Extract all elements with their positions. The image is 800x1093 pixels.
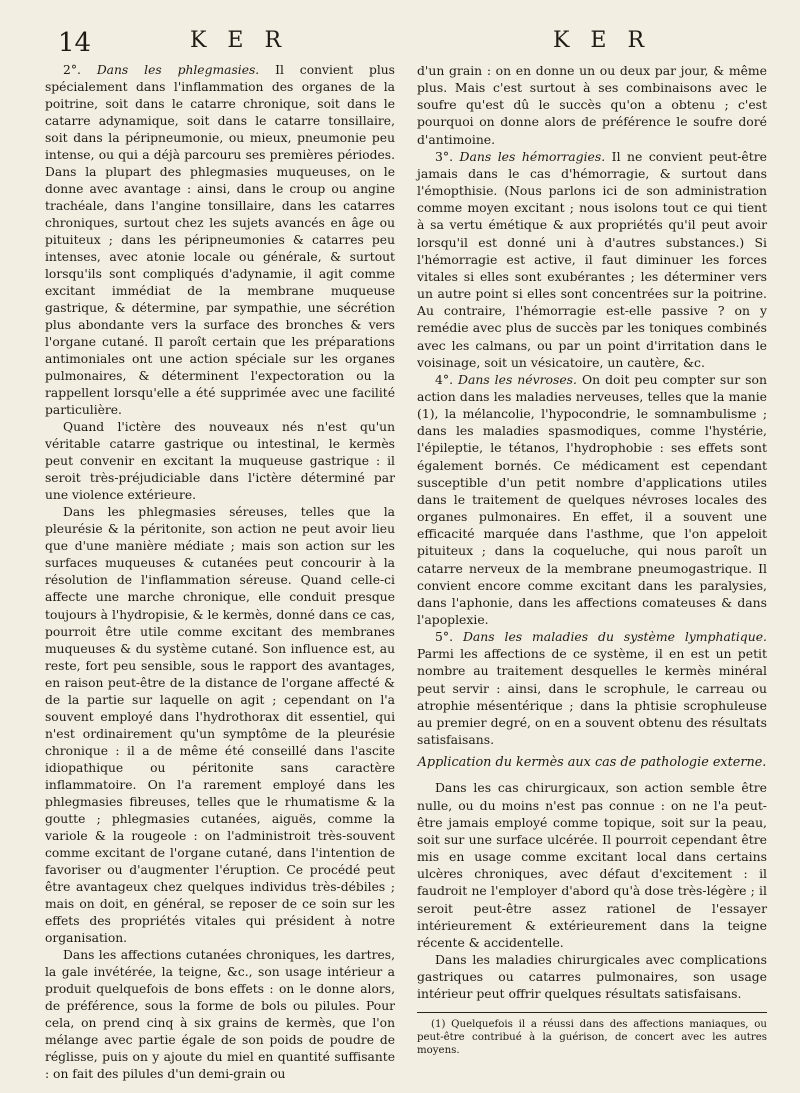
paragraph-maladies-chirurgicales: Dans les maladies chirurgicales avec complications gastriques ou catarres pulmonaires, son usage intérieur peut offrir quelques résultats satisfaisans. — [417, 951, 767, 1002]
footnote: (1) Quelquefois il a réussi dans des affections maniaques, ou peut-être contribué à la guérison, de concert avec les autres moyens. — [417, 1019, 767, 1057]
paragraph-phlegmasies-sereuses: Dans les phlegmasies séreuses, telles que la pleurésie & la péritonite, son action ne peut avoir lieu que d'une manière médiate ; mais son action sur les surfaces muqueuses & cutanées peut concourir à la résolution de l'inflammation séreuse. Quand celle-ci affecte une marche chronique, elle conduit presque toujours à l'hydropisie, & le kermès, donné dans ce cas, pourroit être utile comme excitant des membranes muqueuses & du système cutané. Son influence est, au reste, fort peu sensible, sous le rapport des avantages, en raison peut-être de la distance de l'organe affecté & de la partie sur laquelle on agit ; cependant on l'a souvent employé dans l'hydrothorax dit essentiel, qui n'est ordinairement qu'un symptôme de la pleurésie chronique : il a de même été conseillé dans l'ascite idiopathique ou péritonite sans caractère inflammatoire. On l'a rarement employé dans les phlegmasies fibreuses, telles que le rhumatisme & la goutte ; phlegmasies cutanées, aiguës, comme la variole & la rougeole : on l'administroit très-souvent comme excitant de l'organe cutané, dans l'intention de favoriser ou d'augmenter l'éruption. Ce procédé peut être avantageux chez quelques individus très-débiles ; mais on doit, en général, se reposer de ce soin sur les effets des propriétés vitales qui président à notre organisation. — [45, 505, 395, 945]
subsection-heading: Dans les maladies du système lymphatique. — [462, 629, 767, 645]
paragraph-ictere: Quand l'ictère des nouveaux nés n'est qu'un véritable catarre gastrique ou intestinal, le kermès peut convenir en excitant la muqueuse gastrique : il seroit très-préjudiciable dans l'ictère déterminé par une violence extérieure. — [45, 420, 395, 503]
paragraph-phlegmasies — [45, 62, 395, 419]
paragraph-continuation: d'un grain : on en donne un ou deux par jour, & même plus. Mais c'est surtout à ses combinaisons avec le soufre qu'est dû le succès qu'on a obtenu ; c'est pourquoi on donne alors de préférence le soufre doré d'antimoine. — [417, 63, 767, 147]
section-title: Application du kermès aux cas de pathologie externe. — [417, 755, 767, 771]
page-header — [0, 28, 800, 62]
section-number: 2°. — [63, 63, 81, 77]
right-column — [417, 62, 767, 1057]
paragraph-hemorragies — [417, 148, 767, 371]
page-number: 14 — [58, 28, 92, 58]
section-number: 5°. — [435, 629, 454, 645]
subsection-heading: Dans les phlegmasies. — [96, 63, 260, 77]
paragraph-text: Parmi les affections de ce système, il en est un petit nombre au traitement desquelles le kermès minéral peut servir : ainsi, dans le scrophule, le carreau ou atrophie mésentérique ; dans la phtisie scrophuleuse au premier degré, on en a souvent obtenu des résultats satisfaisans. — [417, 646, 767, 748]
paragraph-text: Il convient plus spécialement dans l'inflammation des organes de la poitrine, soit dans le catarre chronique, soit dans le catarre adynamique, soit dans le catarre tonsillaire, soit dans la péripneumonie, ou mieux, pneumonie peu intense, ou qui a déjà parcouru ses premières périodes. Dans la plupart des phlegmasies muqueuses, on le donne avec avantage : ainsi, dans le croup ou angine trachéale, dans l'angine tonsillaire, dans les catarres chroniques, surtout chez les sujets avancés en âge ou pituiteux ; dans les péripneumonies & catarres peu intenses, avec atonie locale ou générale, & surtout lorsqu'ils sont compliqués d'adynamie, il agit comme excitant immédiat de la membrane muqueuse gastrique, & détermine, par sympathie, une sécrétion plus abondante vers la surface des bronches & vers l'organe cutané. Il paroît certain que les préparations antimoniales ont une action spéciale sur les organes pulmonaires, & déterminent l'expectoration ou la rappellent lorsqu'elle a été supprimée avec une facilité particulière. — [45, 63, 395, 418]
left-column — [45, 62, 395, 1083]
running-head-right: K E R — [553, 28, 652, 53]
paragraph-lymphatique — [417, 628, 767, 748]
section-number: 3°. — [435, 148, 454, 164]
subsection-heading: Dans les névroses. — [458, 371, 577, 387]
paragraph-text: On doit peu compter sur son action dans les maladies nerveuses, telles que la manie (1), la mélancolie, l'hypocondrie, le somnambulisme ; dans les maladies spasmodiques, comme l'hystérie, l'épileptie, le tétanos, l'hydrophobie : ses effets sont également bornés. Ce médicament est cependant susceptible d'un petit nombre d'applications utiles dans le traitement de quelques névroses locales des organes pulmonaires. En effet, il a souvent une efficacité marquée dans l'asthme, que l'on appeloit pituiteux ; dans la coqueluche, qui nous paroît un catarre nerveux de la membrane pneumogastrique. Il convient encore comme excitant dans les paralysies, dans l'aphonie, dans les affections comateuses & dans l'apoplexie. — [417, 371, 767, 627]
running-head-left: K E R — [190, 28, 289, 53]
subsection-heading: Dans les hémorragies. — [459, 148, 606, 164]
paragraph-nevroses — [417, 371, 767, 628]
paragraph-text: Il ne convient peut-être jamais dans le cas d'hémorragie, & surtout dans l'émopthisie. (Nous parlons ici de son administration comme moyen excitant ; nous isolons tout ce qui tient à sa vertu émétique & aux propriétés qu'il peut avoir lorsqu'il est donné uni à d'autres substances.) Si l'hémorragie est active, il faut diminuer les forces vitales si elles sont exubérantes ; les déterminer vers un autre point si elles sont concentrées sur la poitrine. Au contraire, l'hémorragie est-elle passive ? on y remédie avec plus de succès par les toniques combinés avec les calmans, ou par un point d'irritation dans le voisinage, soit un vésicatoire, un cautère, &c. — [417, 148, 767, 370]
footnote-rule — [417, 1012, 767, 1013]
section-number: 4°. — [435, 371, 454, 387]
paragraph-affections-cutanees: Dans les affections cutanées chroniques, les dartres, la gale invétérée, la teigne, &c., son usage intérieur a produit quelquefois de bons effets : on le donne alors, de préférence, sous la forme de bols ou pilules. Pour cela, on prend cinq à six grains de kermès, que l'on mélange avec partie égale de son poids de poudre de réglisse, puis on y ajoute du miel en quantité suffisante : on fait des pilules d'un demi-grain ou — [45, 947, 395, 1081]
paragraph-cas-chirurgicaux: Dans les cas chirurgicaux, son action semble être nulle, ou du moins n'est pas connue : on ne l'a peut-être jamais employé comme topique, soit sur la peau, soit sur une surface ulcérée. Il pourroit cependant être mis en usage comme excitant local dans certains ulcères chroniques, avec défaut d'excitement : il faudroit ne l'employer d'abord qu'à dose très-légère ; il seroit peut-être assez rationel de l'essayer intérieurement & extérieurement dans la teigne récente & accidentelle. — [417, 780, 767, 950]
